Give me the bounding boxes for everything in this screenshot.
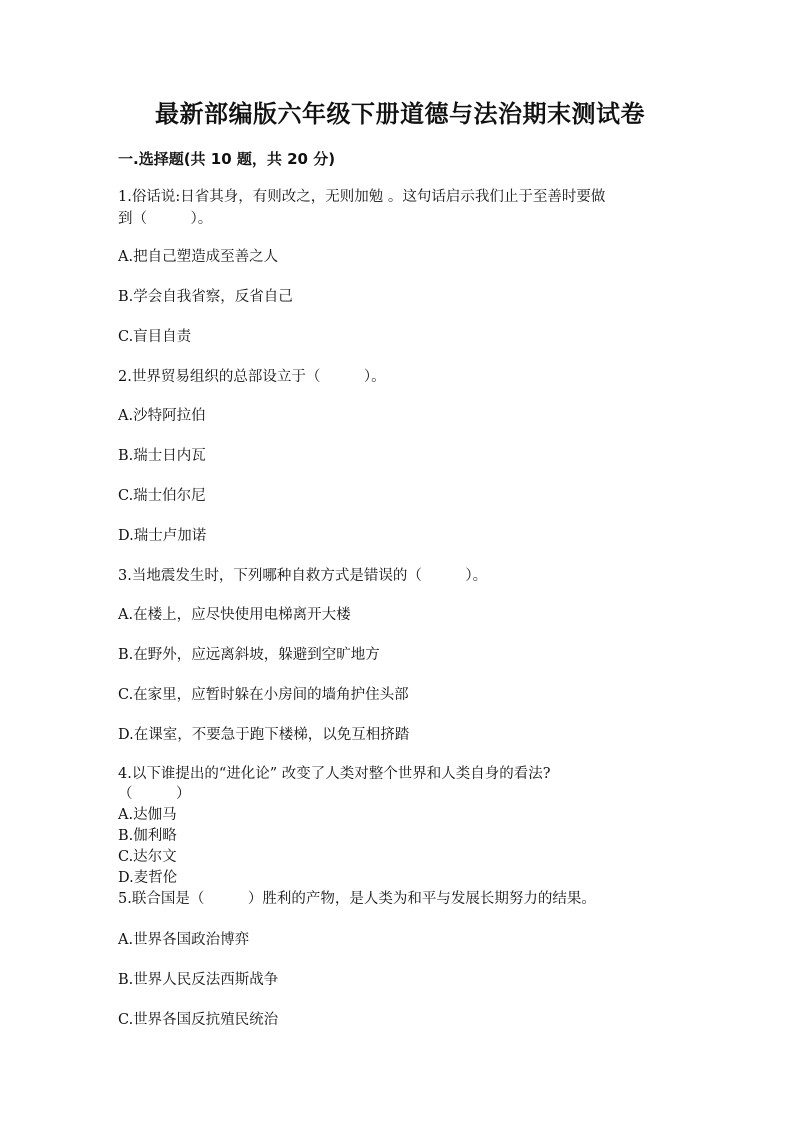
question-1-stem-line-2: 到（ ）。: [118, 211, 213, 227]
question-3-option-b: B.在野外，应远离斜坡，躲避到空旷地方: [118, 647, 380, 663]
question-3-option-d: D.在课室，不要急于跑下楼梯，以免互相挤踏: [118, 727, 410, 743]
question-4-stem-line-2: （ ）: [118, 786, 191, 802]
question-5-stem: 5.联合国是（ ）胜利的产物，是人类为和平与发展长期努力的结果。: [118, 891, 596, 907]
document-title: 最新部编版六年级下册道德与法治期末测试卷: [155, 100, 645, 128]
question-1-option-a: A.把自己塑造成至善之人: [118, 249, 279, 265]
section-heading: 一.选择题(共 10 题，共 20 分): [118, 150, 336, 168]
question-3-option-a: A.在楼上，应尽快使用电梯离开大楼: [118, 607, 351, 623]
question-5-option-a: A.世界各国政治博弈: [118, 932, 250, 948]
question-4-option-d: D.麦哲伦: [118, 870, 178, 886]
question-3-stem: 3.当地震发生时，下列哪种自救方式是错误的（ ）。: [118, 568, 488, 584]
question-2-option-a: A.沙特阿拉伯: [118, 408, 206, 424]
question-1-option-c: C.盲目自责: [118, 329, 192, 345]
question-5-option-c: C.世界各国反抗殖民统治: [118, 1012, 279, 1028]
question-4-option-a: A.达伽马: [118, 807, 177, 823]
question-2-stem: 2.世界贸易组织的总部设立于（ ）。: [118, 369, 386, 385]
question-4-stem-line-1: 4.以下谁提出的“进化论” 改变了人类对整个世界和人类自身的看法?: [118, 766, 551, 782]
question-4-option-c: C.达尔文: [118, 849, 177, 865]
question-2-option-b: B.瑞士日内瓦: [118, 448, 206, 464]
question-3-option-c: C.在家里，应暂时躲在小房间的墙角护住头部: [118, 687, 409, 703]
question-4-option-b: B.伽利略: [118, 828, 177, 844]
question-2-option-d: D.瑞士卢加诺: [118, 528, 207, 544]
question-5-option-b: B.世界人民反法西斯战争: [118, 972, 279, 988]
question-1-stem-line-1: 1.俗话说:日省其身，有则改之，无则加勉 。这句话启示我们止于至善时要做: [118, 189, 606, 205]
question-2-option-c: C.瑞士伯尔尼: [118, 488, 206, 504]
question-1-option-b: B.学会自我省察，反省自己: [118, 289, 293, 305]
